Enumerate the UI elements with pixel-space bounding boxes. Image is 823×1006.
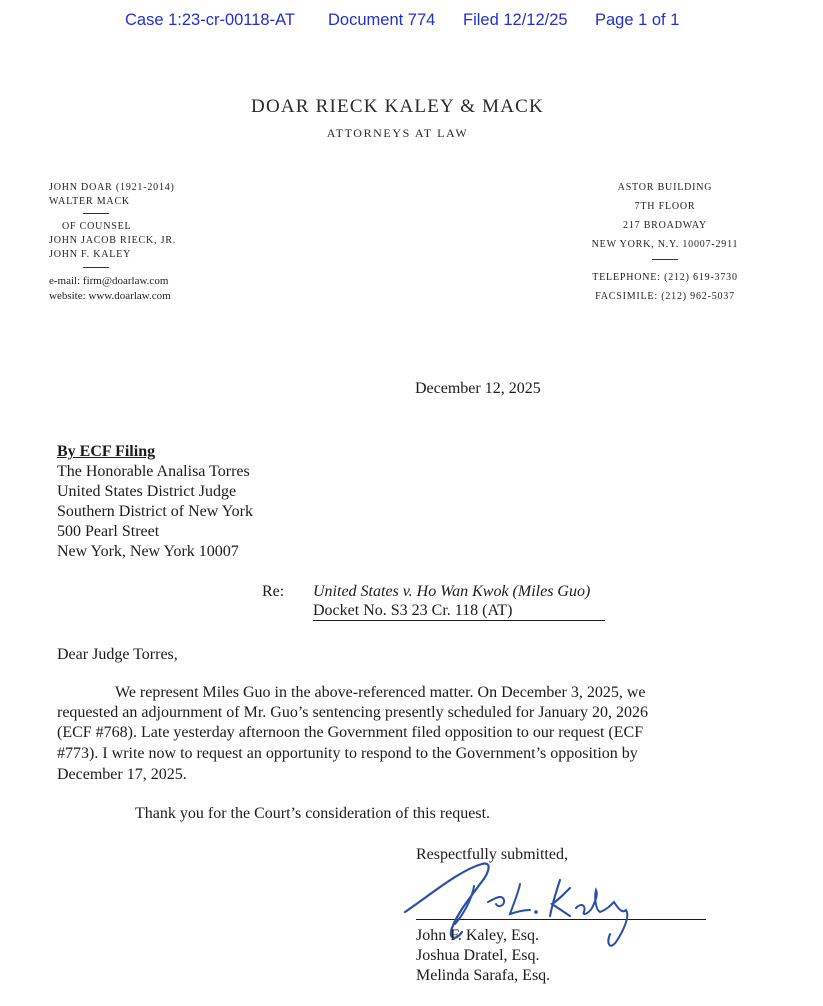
address-line: 217 BROADWAY bbox=[623, 220, 707, 231]
complimentary-close: Respectfully submitted, bbox=[416, 846, 568, 863]
recipient-line: Southern District of New York bbox=[57, 503, 253, 520]
signatory: Joshua Dratel, Esq. bbox=[416, 947, 540, 964]
signatory: Melinda Sarafa, Esq. bbox=[416, 967, 551, 984]
paragraph-line: requested an adjournment of Mr. Guo’s sentencing presently scheduled for January 20, 2026 bbox=[57, 704, 648, 721]
re-docket: Docket No. S3 23 Cr. 118 (AT) bbox=[313, 602, 605, 621]
ecf-case-number: Case 1:23-cr-00118-AT bbox=[125, 11, 295, 29]
partner-line: WALTER MACK bbox=[49, 196, 130, 207]
divider bbox=[83, 267, 109, 268]
signatory: John F. Kaley, Esq. bbox=[416, 927, 540, 944]
delivery-method: By ECF Filing bbox=[57, 443, 156, 460]
address-line: 7TH FLOOR bbox=[634, 201, 696, 212]
address-line: ASTOR BUILDING bbox=[617, 182, 713, 193]
firm-website[interactable]: website: www.doarlaw.com bbox=[49, 290, 171, 302]
firm-subtitle: ATTORNEYS AT LAW bbox=[326, 126, 469, 140]
divider bbox=[83, 213, 109, 214]
paragraph-line: #773). I write now to request an opportunity to respond to the Government’s opposition by bbox=[57, 745, 638, 762]
re-case-name: United States v. Ho Wan Kwok (Miles Guo) bbox=[313, 583, 591, 600]
paragraph-line: December 17, 2025. bbox=[57, 766, 187, 783]
paragraph-line: We represent Miles Guo in the above-referenced matter. On December 3, 2025, we bbox=[115, 684, 646, 701]
ecf-page-count: Page 1 of 1 bbox=[595, 11, 680, 29]
firm-name: DOAR RIECK KALEY & MACK bbox=[251, 96, 544, 117]
facsimile: FACSIMILE: (212) 962-5037 bbox=[595, 291, 735, 302]
closing-paragraph: Thank you for the Court’s consideration of this request. bbox=[135, 805, 491, 822]
ecf-filed-date: Filed 12/12/25 bbox=[463, 11, 568, 29]
counsel-line: JOHN F. KALEY bbox=[49, 249, 132, 260]
firm-email[interactable]: e-mail: firm@doarlaw.com bbox=[49, 275, 169, 287]
recipient-line: New York, New York 10007 bbox=[57, 543, 239, 560]
partner-line: JOHN DOAR (1921-2014) bbox=[49, 182, 175, 193]
salutation: Dear Judge Torres, bbox=[57, 646, 178, 663]
telephone: TELEPHONE: (212) 619-3730 bbox=[592, 272, 738, 283]
recipient-line: 500 Pearl Street bbox=[57, 523, 160, 540]
ecf-document-number: Document 774 bbox=[328, 11, 436, 29]
of-counsel-label: OF COUNSEL bbox=[62, 221, 132, 232]
re-label: Re: bbox=[262, 583, 285, 600]
recipient-line: The Honorable Analisa Torres bbox=[57, 463, 250, 480]
counsel-line: JOHN JACOB RIECK, JR. bbox=[49, 235, 177, 246]
recipient-line: United States District Judge bbox=[57, 483, 237, 500]
paragraph-line: (ECF #768). Late yesterday afternoon the Government filed opposition to our request (ECF bbox=[57, 724, 644, 741]
letter-date: December 12, 2025 bbox=[415, 380, 541, 397]
address-line: NEW YORK, N.Y. 10007-2911 bbox=[591, 239, 739, 250]
divider bbox=[652, 259, 678, 260]
